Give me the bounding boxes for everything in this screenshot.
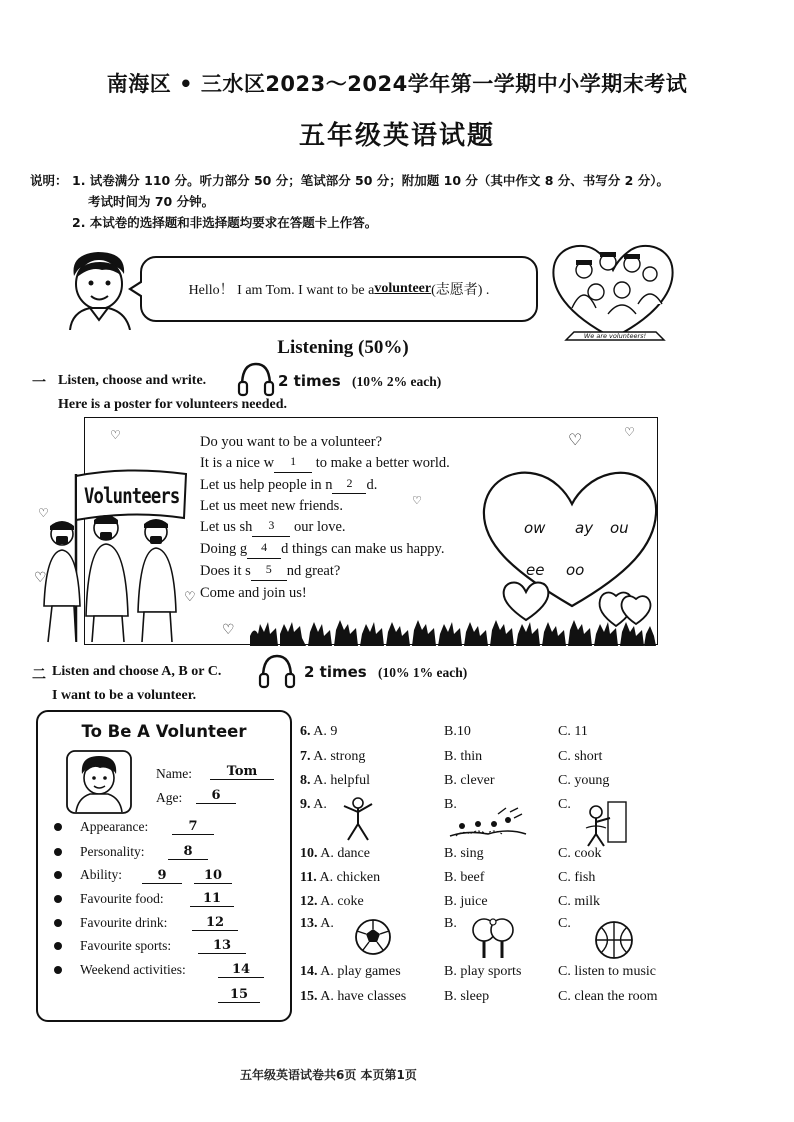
poem-line: Do you want to be a volunteer? (200, 434, 383, 450)
section-1-intro: Here is a poster for volunteers needed. (58, 397, 288, 412)
favourite-drink-label: Favourite drink: (80, 915, 168, 930)
note-item-1-cont: 考试时间为 70 分钟。 (88, 194, 215, 209)
blank-8[interactable]: 8 (168, 844, 208, 860)
question-15: 15. A. have classes (300, 989, 407, 1004)
option-12b[interactable]: B. juice (444, 894, 488, 909)
section-1-score: (10% 2% each) (352, 374, 442, 389)
heart-icon: ♡ (38, 506, 49, 520)
note-item-2: 2. 本试卷的选择题和非选择题均要求在答题卡上作答。 (72, 215, 378, 230)
cooking-person-icon (580, 798, 630, 848)
bullet (54, 919, 62, 927)
option-oo: oo (566, 561, 585, 579)
question-9: 9. A. (300, 797, 327, 812)
crowd-hands-illustration (250, 618, 656, 646)
option-13c[interactable]: C. (558, 916, 571, 931)
blank-13[interactable]: 13 (198, 938, 246, 954)
personality-label: Personality: (80, 844, 145, 859)
page-footer: 五年级英语试卷共6页 本页第1页 (240, 1068, 417, 1082)
blank-1[interactable]: 1 (274, 451, 312, 473)
heart-icon: ♡ (184, 590, 196, 605)
bubble-text-before: Hello！ I am Tom. I want to be a (188, 283, 375, 298)
bullet (54, 871, 62, 879)
question-14: 14. A. play games (300, 964, 401, 979)
name-label: Name: (156, 766, 192, 781)
notes-label: 说明： (30, 173, 68, 188)
speech-bubble (140, 256, 538, 322)
blank-12[interactable]: 12 (192, 915, 238, 931)
option-6c[interactable]: C. 11 (558, 724, 588, 739)
option-12c[interactable]: C. milk (558, 894, 601, 909)
tom-portrait (66, 750, 132, 814)
favourite-sports-label: Favourite sports: (80, 938, 172, 953)
blank-15[interactable]: 15 (218, 987, 260, 1003)
heart-icon: ♡ (34, 570, 47, 586)
weekend-activities-label: Weekend activities: (80, 962, 186, 977)
blank-11[interactable]: 11 (190, 891, 234, 907)
option-8b[interactable]: B. clever (444, 773, 495, 788)
option-6b[interactable]: B.10 (444, 724, 471, 739)
bullet (54, 895, 62, 903)
option-ow: ow (524, 519, 546, 537)
question-11: 11. A. chicken (300, 870, 381, 885)
option-7c[interactable]: C. short (558, 749, 603, 764)
poster-poem (200, 432, 500, 603)
poem-line: Does it s 5 nd great? (200, 561, 500, 583)
favourite-food-label: Favourite food: (80, 891, 164, 906)
bubble-underlined-word: volunteer (374, 281, 432, 296)
option-13b[interactable]: B. (444, 916, 457, 931)
option-8c[interactable]: C. young (558, 773, 610, 788)
headphones-icon (236, 360, 276, 398)
option-9c[interactable]: C. (558, 797, 571, 812)
option-10c[interactable]: C. cook (558, 846, 602, 861)
heart-icon: ♡ (568, 430, 583, 449)
option-ee: ee (526, 561, 545, 579)
blank-4[interactable]: 4 (247, 537, 281, 559)
bullet (54, 942, 62, 950)
poem-line: It is a nice w 1 to make a better world. (200, 453, 500, 475)
section-1-times: 2 times (278, 372, 341, 390)
singing-children-icon (448, 806, 528, 840)
poem-line: Let us meet new friends. (200, 498, 343, 515)
blank-9[interactable]: 9 (142, 868, 182, 884)
volunteers-group-illustration (546, 234, 680, 348)
age-value: 6 (196, 788, 236, 804)
card-title: To Be A Volunteer (81, 722, 247, 741)
heart-icon (500, 578, 552, 622)
blank-10[interactable]: 10 (194, 868, 232, 884)
blank-5[interactable]: 5 (251, 559, 287, 581)
question-12: 12. A. coke (300, 894, 364, 909)
option-7b[interactable]: B. thin (444, 749, 483, 764)
poem-line: Doing g 4 d things can make us happy. (200, 539, 500, 561)
dancer-icon (340, 796, 376, 842)
question-6: 6. A. 9 (300, 724, 338, 739)
heart-icon: ♡ (222, 622, 235, 638)
blank-2[interactable]: 2 (332, 473, 366, 495)
heart-icon: ♡ (110, 428, 121, 442)
option-15c[interactable]: C. clean the room (558, 989, 658, 1004)
basketball-icon (594, 920, 634, 960)
exam-subtitle: 五年级英语试题 (298, 121, 495, 151)
option-11b[interactable]: B. beef (444, 870, 485, 885)
name-value: Tom (210, 764, 274, 780)
headphones-icon (257, 652, 297, 690)
age-label: Age: (156, 790, 183, 805)
appearance-label: Appearance: (80, 819, 149, 834)
section-1-number: 一 (32, 376, 46, 391)
listening-title: Listening (50%) (277, 337, 409, 358)
question-13: 13. A. (300, 916, 334, 931)
football-icon (354, 918, 392, 956)
heart-icon: ♡ (624, 425, 635, 439)
question-10: 10. A. dance (300, 846, 370, 861)
bullet (54, 823, 62, 831)
ability-label: Ability: (80, 867, 123, 882)
section-2-number: 二 (32, 668, 46, 683)
badge-caption: We are volunteers! (583, 332, 647, 340)
question-8: 8. A. helpful (300, 773, 370, 788)
poem-line: Let us sh 3 our love. (200, 517, 500, 539)
blank-7[interactable]: 7 (172, 819, 214, 835)
option-ay: ay (575, 519, 594, 537)
option-9b[interactable]: B. (444, 797, 457, 812)
section-1-instruction: Listen, choose and write. (58, 373, 207, 388)
exam-title: 南海区 • 三水区2023～2024学年第一学期中小学期末考试 (106, 72, 688, 96)
bullet (54, 966, 62, 974)
option-14b[interactable]: B. play sports (444, 964, 522, 979)
option-14c[interactable]: C. listen to music (558, 964, 656, 979)
option-11c[interactable]: C. fish (558, 870, 596, 885)
bullet (54, 848, 62, 856)
poem-line: Let us help people in n 2 d. (200, 475, 500, 497)
section-2-instruction: Listen and choose A, B or C. (52, 664, 222, 679)
blank-3[interactable]: 3 (252, 515, 290, 537)
exam-notes (30, 170, 770, 233)
flag-text: Volunteers (84, 484, 180, 508)
ping-pong-icon (470, 916, 516, 962)
section-2-intro: I want to be a volunteer. (52, 688, 197, 703)
poem-line: Come and join us! (200, 584, 307, 601)
option-15b[interactable]: B. sleep (444, 989, 490, 1004)
heart-icon: ♡ (412, 494, 422, 507)
section-2-times: 2 times (304, 663, 367, 681)
note-item-1: 1. 试卷满分 110 分。听力部分 50 分；笔试部分 50 分；附加题 10 分（其中作文 8 分、书写分 2 分）。 (72, 173, 669, 188)
option-ou: ou (610, 519, 629, 537)
option-10b[interactable]: B. sing (444, 846, 484, 861)
section-2-score: (10% 1% each) (378, 665, 468, 680)
blank-14[interactable]: 14 (218, 962, 264, 978)
bubble-text-after: (志愿者) . (431, 283, 490, 298)
question-7: 7. A. strong (300, 749, 366, 764)
